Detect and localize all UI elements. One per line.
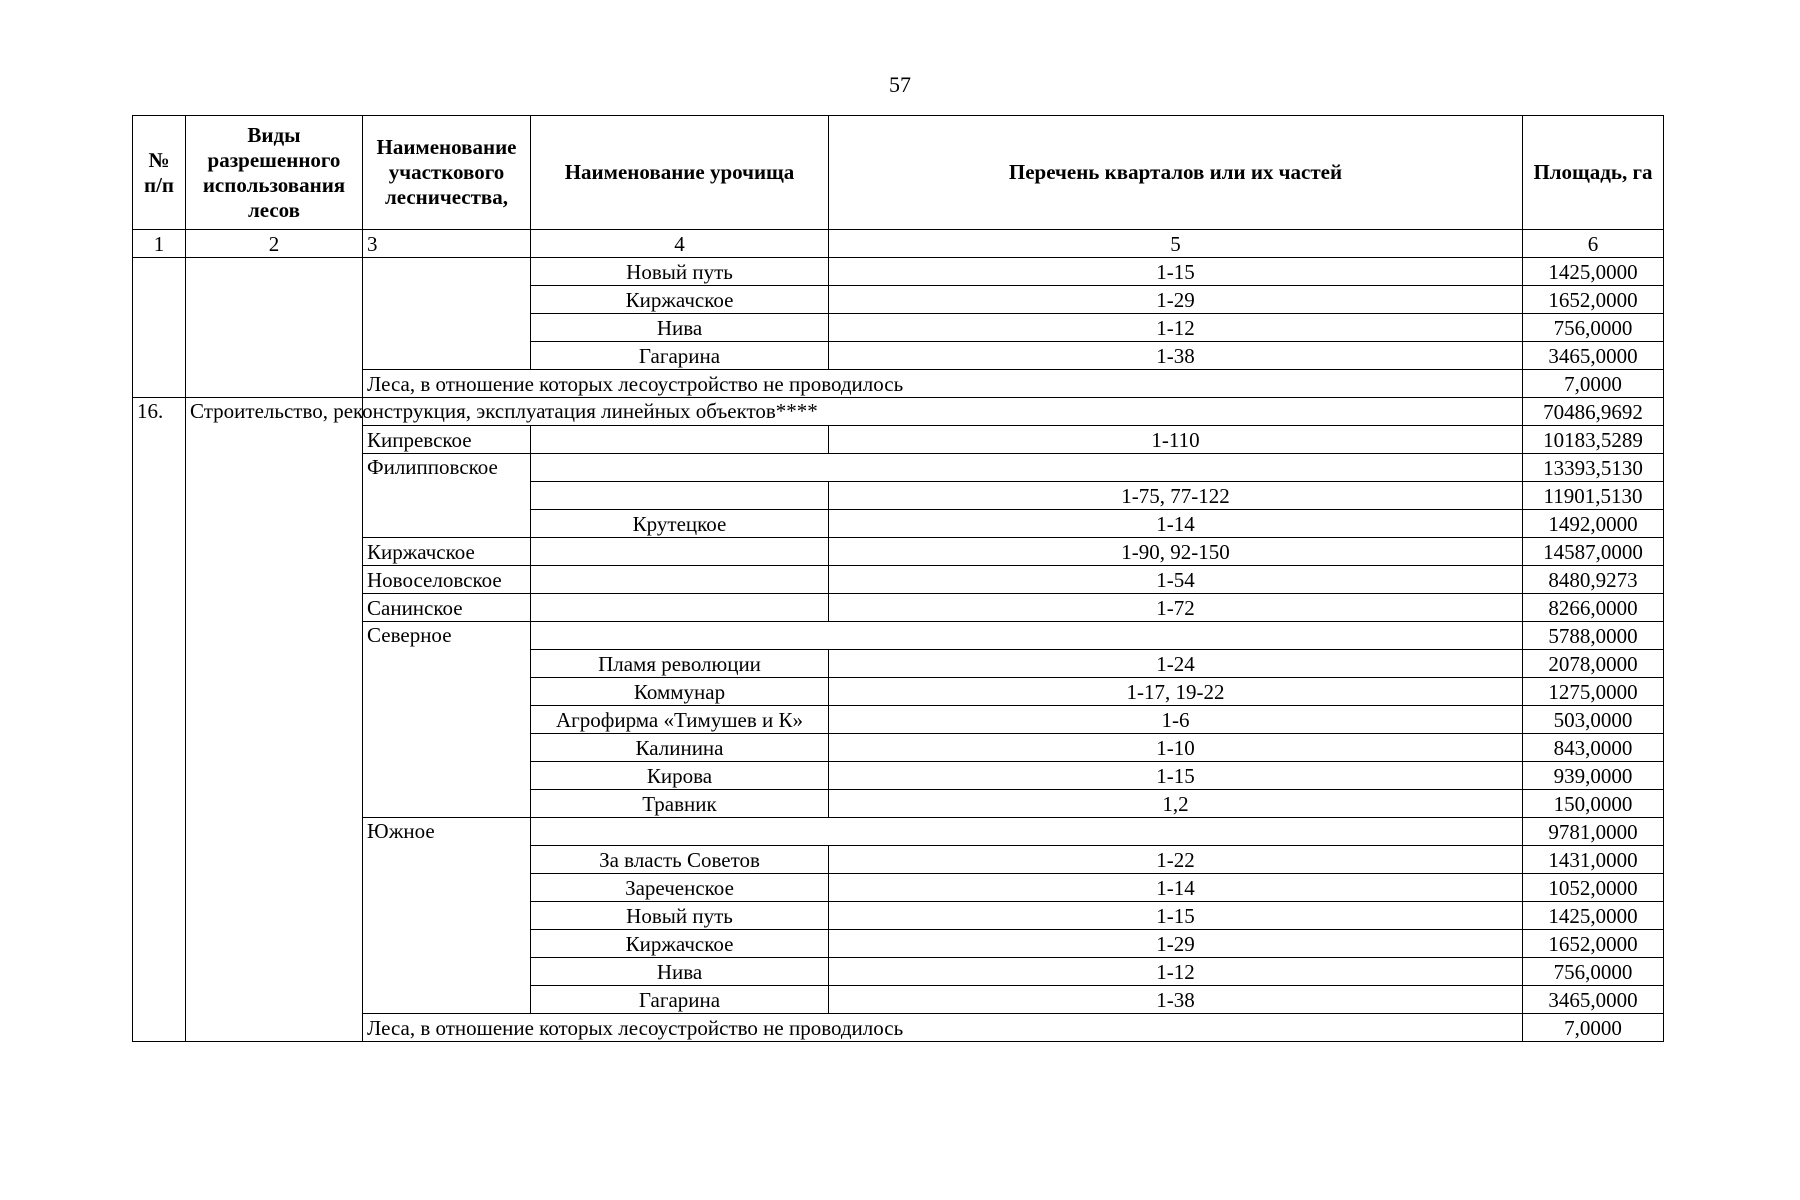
- table-row: [133, 258, 1664, 286]
- district-cell: Киржачское: [363, 538, 531, 566]
- tract-cell: Новый путь: [531, 902, 829, 930]
- area-cell: 1425,0000: [1523, 258, 1664, 286]
- quarters-cell: 1-12: [829, 314, 1523, 342]
- tract-cell: Нива: [531, 314, 829, 342]
- tract-cell: [531, 566, 829, 594]
- unsurveyed-label: Леса, в отношение которых лесоустройство не проводилось: [363, 1014, 1523, 1042]
- forest-use-table: [132, 115, 1664, 1042]
- quarters-cell: 1-38: [829, 342, 1523, 370]
- area-cell: 1052,0000: [1523, 874, 1664, 902]
- tract-cell: Гагарина: [531, 986, 829, 1014]
- quarters-cell: 1-15: [829, 762, 1523, 790]
- area-cell: 5788,0000: [1523, 622, 1664, 650]
- tract-cell: Новый путь: [531, 258, 829, 286]
- column-number: 2: [186, 230, 363, 258]
- quarters-cell: 1-110: [829, 426, 1523, 454]
- table-header-row: [133, 116, 1664, 230]
- use-type-cell: Строительство, реконструкция, эксплуатация линейных объектов****: [186, 398, 363, 1042]
- column-number: 4: [531, 230, 829, 258]
- section-number: 16.: [133, 398, 186, 1042]
- quarters-cell: 1-14: [829, 874, 1523, 902]
- quarters-cell: 1-12: [829, 958, 1523, 986]
- tract-cell: За власть Советов: [531, 846, 829, 874]
- area-cell: 14587,0000: [1523, 538, 1664, 566]
- quarters-cell: 1-6: [829, 706, 1523, 734]
- tract-cell: Киржачское: [531, 930, 829, 958]
- use-type-cell-empty: [186, 258, 363, 398]
- district-cell: Кипревское: [363, 426, 531, 454]
- quarters-cell: 1-72: [829, 594, 1523, 622]
- area-cell: 503,0000: [1523, 706, 1664, 734]
- tract-cell: Крутецкое: [531, 510, 829, 538]
- district-total-spacer: [531, 454, 1523, 482]
- area-cell: 7,0000: [1523, 1014, 1664, 1042]
- tract-cell: [531, 482, 829, 510]
- page-number: 57: [889, 72, 911, 97]
- quarters-cell: 1-38: [829, 986, 1523, 1014]
- area-cell: 150,0000: [1523, 790, 1664, 818]
- number-cell-empty: [133, 258, 186, 398]
- district-total-spacer: [531, 622, 1523, 650]
- area-cell: 756,0000: [1523, 314, 1664, 342]
- header-number: № п/п: [133, 116, 186, 230]
- area-cell: 3465,0000: [1523, 342, 1664, 370]
- table-row: [133, 622, 1664, 650]
- header-quarters: Перечень кварталов или их частей: [829, 116, 1523, 230]
- table-row: [133, 566, 1664, 594]
- area-cell: 8266,0000: [1523, 594, 1664, 622]
- quarters-cell: 1-10: [829, 734, 1523, 762]
- area-cell: 10183,5289: [1523, 426, 1664, 454]
- header-use-type: Виды разрешенного использования лесов: [186, 116, 363, 230]
- tract-cell: Нива: [531, 958, 829, 986]
- quarters-cell: 1-14: [829, 510, 1523, 538]
- district-cell: Филипповское: [363, 454, 531, 538]
- district-cell: Санинское: [363, 594, 531, 622]
- area-cell: 11901,5130: [1523, 482, 1664, 510]
- header-district: Наименование участкового лесничества,: [363, 116, 531, 230]
- quarters-cell: 1,2: [829, 790, 1523, 818]
- quarters-cell: 1-90, 92-150: [829, 538, 1523, 566]
- tract-cell: Кирова: [531, 762, 829, 790]
- area-cell: 3465,0000: [1523, 986, 1664, 1014]
- table-row: [133, 538, 1664, 566]
- quarters-cell: 1-29: [829, 930, 1523, 958]
- tract-cell: Гагарина: [531, 342, 829, 370]
- tract-cell: [531, 594, 829, 622]
- area-cell: 1275,0000: [1523, 678, 1664, 706]
- tract-cell: Травник: [531, 790, 829, 818]
- area-cell: 1431,0000: [1523, 846, 1664, 874]
- district-cell: Новоселовское: [363, 566, 531, 594]
- quarters-cell: 1-24: [829, 650, 1523, 678]
- column-number: 1: [133, 230, 186, 258]
- quarters-cell: 1-22: [829, 846, 1523, 874]
- column-number-row: [133, 230, 1664, 258]
- area-cell: 1492,0000: [1523, 510, 1664, 538]
- total-area-cell: 70486,9692: [1523, 398, 1664, 426]
- area-cell: 9781,0000: [1523, 818, 1664, 846]
- area-cell: 2078,0000: [1523, 650, 1664, 678]
- tract-cell: [531, 426, 829, 454]
- district-cell: Южное: [363, 818, 531, 1014]
- table-row: [133, 594, 1664, 622]
- area-cell: 13393,5130: [1523, 454, 1664, 482]
- area-cell: 1652,0000: [1523, 286, 1664, 314]
- quarters-cell: 1-54: [829, 566, 1523, 594]
- column-number: 3: [363, 230, 531, 258]
- district-cell: Северное: [363, 622, 531, 818]
- area-cell: 939,0000: [1523, 762, 1664, 790]
- table-row: [133, 398, 1664, 426]
- area-cell: 756,0000: [1523, 958, 1664, 986]
- tract-cell: Зареченское: [531, 874, 829, 902]
- district-total-spacer: [531, 818, 1523, 846]
- table-row: [133, 426, 1664, 454]
- header-tract: Наименование урочища: [531, 116, 829, 230]
- table-row: [133, 370, 1664, 398]
- header-area: Площадь, га: [1523, 116, 1664, 230]
- area-cell: 7,0000: [1523, 370, 1664, 398]
- unsurveyed-label: Леса, в отношение которых лесоустройство не проводилось: [363, 370, 1523, 398]
- tract-cell: Агрофирма «Тимушев и К»: [531, 706, 829, 734]
- tract-cell: [531, 538, 829, 566]
- quarters-cell: 1-17, 19-22: [829, 678, 1523, 706]
- quarters-cell: 1-29: [829, 286, 1523, 314]
- district-cell-empty: [363, 258, 531, 370]
- quarters-cell: 1-15: [829, 258, 1523, 286]
- tract-cell: Калинина: [531, 734, 829, 762]
- quarters-cell: 1-75, 77-122: [829, 482, 1523, 510]
- table-row: [133, 454, 1664, 482]
- table-row: [133, 818, 1664, 846]
- area-cell: 8480,9273: [1523, 566, 1664, 594]
- tract-cell: Киржачское: [531, 286, 829, 314]
- column-number: 5: [829, 230, 1523, 258]
- column-number: 6: [1523, 230, 1664, 258]
- tract-cell: Пламя революции: [531, 650, 829, 678]
- table-row: [133, 1014, 1664, 1042]
- tract-cell: Коммунар: [531, 678, 829, 706]
- quarters-cell: 1-15: [829, 902, 1523, 930]
- area-cell: 843,0000: [1523, 734, 1664, 762]
- area-cell: 1652,0000: [1523, 930, 1664, 958]
- area-cell: 1425,0000: [1523, 902, 1664, 930]
